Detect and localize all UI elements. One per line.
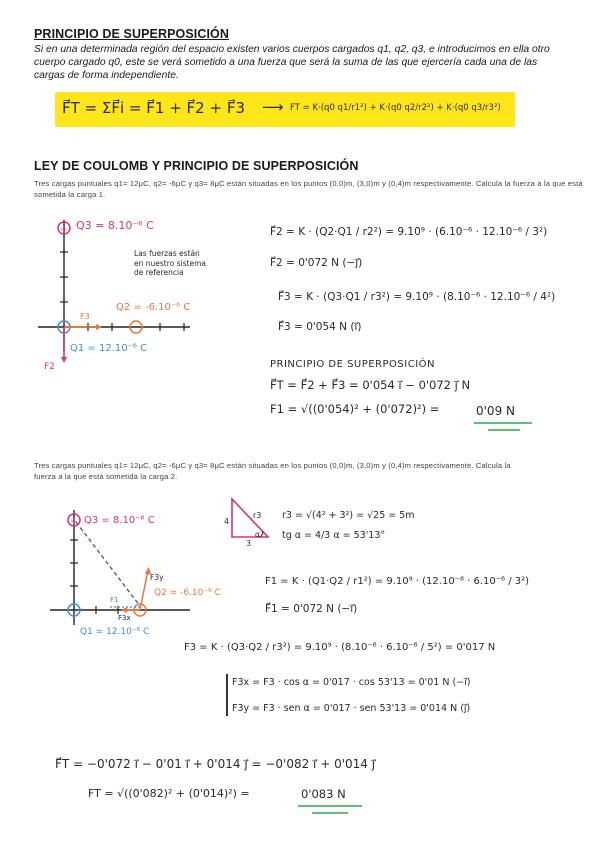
f1-label: F1	[110, 596, 119, 604]
f2-label: F2	[44, 362, 55, 372]
svg-text:+: +	[60, 225, 68, 235]
final-magnitude: FT = √((0'082)² + (0'014)²) =	[88, 787, 250, 800]
q3-label-2: Q3 = 8.10⁻⁶ C	[84, 515, 155, 526]
triangle-side-horizontal: 3	[246, 539, 252, 548]
result-1: 0'09 N	[476, 404, 515, 418]
eq-ft-vector: F⃗T = F⃗2 + F⃗3 = 0'054 i⃗ − 0'072 j⃗ N	[270, 378, 471, 392]
eq-f1-magnitude: F1 = √((0'054)² + (0'072)²) =	[270, 402, 440, 416]
eq-f2-formula: F⃗2 = K · (Q2·Q1 / r2²) = 9.10⁹ · (6.10⁻⁶ · 12.10⁻⁶ / 3²)	[270, 226, 548, 238]
superposition-heading: PRINCIPIO DE SUPERPOSICIÓN	[270, 359, 436, 370]
formula-expanded: FT = K·(q0 q1/r1²) + K·(q0 q2/r2²) + K·(q0 q3/r3²)	[290, 103, 501, 113]
result-2-underline	[294, 802, 374, 822]
eq-f3y: F3y = F3 · sen α = 0'017 · sen 53'13 = 0'014 N (j⃗)	[232, 703, 471, 714]
bracket-line	[226, 674, 228, 716]
f3-label: F3	[80, 312, 90, 321]
result-1-underline	[470, 419, 540, 439]
q1-label-2: Q1 = 12.10⁻⁶ C	[80, 627, 150, 637]
f3x-label: F3x	[118, 614, 131, 622]
problem-1-statement: Tres cargas puntuales q1= 12μC, q2= -6μC y q3= 8μC están situadas en los puntos (0,0)m, (3,0)m y (0,4)m respectivamente. Calcula la fuerza a la que está sometida la carga 1.	[34, 179, 583, 199]
f3-vector-2	[140, 570, 148, 610]
intro-paragraph: Si en una determinada región del espacio existen varios cuerpos cargados q1, q2, q3, e introducimos en ella otro cuerpo cargado q0, este se verá sometido a una fuerza que será la suma de las que ejercería cada una de las cargas de forma independiente.	[34, 44, 550, 81]
triangle-side-vertical: 4	[224, 517, 230, 526]
eq-f2-result: F⃗2 = 0'072 N (−j⃗)	[270, 257, 363, 269]
triangle-angle: α	[255, 530, 260, 539]
q3-label: Q3 = 8.10⁻⁶ C	[76, 219, 154, 232]
eq-f1-formula: F1 = K · (Q1·Q2 / r1²) = 9.10⁹ · (12.10⁻⁶ · 6.10⁻⁶ / 3²)	[265, 576, 530, 587]
svg-text:+: +	[70, 517, 78, 527]
eq-f1-result: F⃗1 = 0'072 N (−i⃗)	[265, 603, 358, 615]
section-title-coulomb: LEY DE COULOMB Y PRINCIPIO DE SUPERPOSICIÓN	[34, 159, 359, 173]
diagram-1	[30, 212, 230, 382]
section-title-superposition: PRINCIPIO DE SUPERPOSICIÓN	[34, 27, 229, 41]
angle-calc: tg α = 4/3 α = 53'13°	[282, 530, 386, 541]
triangle-hypotenuse: r3	[253, 511, 262, 520]
eq-f3x: F3x = F3 · cos α = 0'017 · cos 53'13 = 0'01 N (−i⃗)	[232, 677, 471, 688]
q2-label-2: Q2 = -6.10⁻⁶ C	[154, 588, 221, 598]
q1-label: Q1 = 12.10⁻⁶ C	[70, 343, 148, 354]
result-2: 0'083 N	[301, 787, 346, 801]
formula-sum: F⃗T = ΣF⃗i = F⃗1 + F⃗2 + F⃗3	[62, 99, 245, 117]
problem-2-statement: Tres cargas puntuales q1= 12μC, q2= -6μC y q3= 8μC están situadas en los puntos (0,0)m, (3,0)m y (0,4)m respectivamente. Calcula la fuerza a la que está sometida la carga 2.	[34, 461, 511, 481]
eq-f3-result: F⃗3 = 0'054 N (i⃗)	[278, 321, 362, 333]
eq-f3-formula: F⃗3 = K · (Q3·Q1 / r3²) = 9.10⁹ · (8.10⁻⁶ · 12.10⁻⁶ / 4²)	[278, 291, 556, 303]
q2-label: Q2 = -6.10⁻⁶ C	[116, 302, 191, 313]
f3y-label: F3y	[150, 573, 164, 582]
r3-calc: r3 = √(4² + 3²) = √25 = 5m	[282, 510, 415, 521]
reference-note: Las fuerzas están en nuestro sistema de referencia	[134, 249, 206, 277]
final-vector: F⃗T = −0'072 i⃗ − 0'01 i⃗ + 0'014 j⃗ = −0'082 i⃗ + 0'014 j⃗	[55, 757, 376, 771]
q3-q2-dashed-line	[76, 522, 140, 606]
formula-arrow: ⟶	[262, 98, 284, 116]
eq-f3-formula-2: F3 = K · (Q3·Q2 / r3²) = 9.10⁹ · (8.10⁻⁶ · 6.10⁻⁶ / 5²) = 0'017 N	[184, 642, 496, 653]
